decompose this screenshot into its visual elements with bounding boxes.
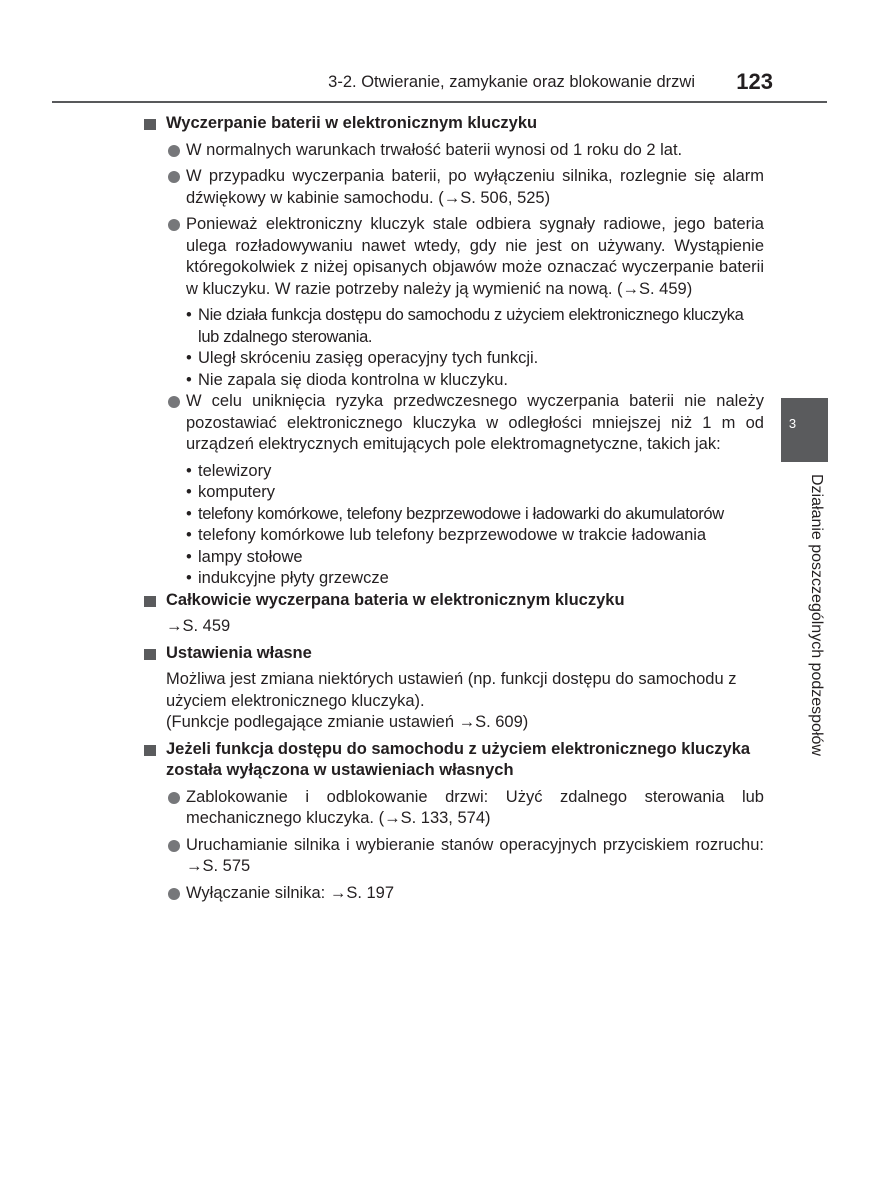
section-heading-custom: Ustawienia własne: [144, 643, 764, 665]
page-content: [144, 113, 764, 904]
bullet-battery-alarm: W przypadku wyczerpania baterii, po wyłączeniu silnika, rozlegnie się alarm dźwiękowy w kabinie samochodu. (→S. 506, 525): [144, 166, 764, 209]
section-heading-depleted: Całkowicie wyczerpana bateria w elektronicznym kluczyku: [144, 590, 764, 612]
chapter-tab: [781, 398, 828, 462]
device-item: • telefony komórkowe lub telefony bezprzewodowe w trakcie ładowania: [144, 525, 764, 547]
page-number: 123: [736, 69, 773, 94]
device-item: • lampy stołowe: [144, 547, 764, 569]
bullet-battery-avoid: W celu uniknięcia ryzyka przedwczesnego wyczerpania baterii nie należy pozostawiać elektronicznego kluczyka w odległości mniejszej niż 1 m od urządzeń elektrycznych emitujących pole elektromagnetyczne, takich jak:: [144, 391, 764, 456]
header-title: 3-2. Otwieranie, zamykanie oraz blokowanie drzwi: [328, 73, 695, 91]
header-rule: [52, 101, 827, 103]
device-item: • telefony komórkowe, telefony bezprzewodowe i ładowarki do akumulatorów: [144, 504, 764, 526]
bullet-lock-unlock: Zablokowanie i odblokowanie drzwi: Użyć zdalnego sterowania lub mechanicznego kluczyka. (→S. 133, 574): [144, 787, 764, 830]
section-heading-disabled: Jeżeli funkcja dostępu do samochodu z użyciem elektronicznego kluczyka została wyłączona w ustawieniach własnych: [144, 739, 764, 782]
bullet-battery-life: W normalnych warunkach trwałość baterii wynosi od 1 roku do 2 lat.: [144, 140, 764, 162]
symptom-item: • Nie działa funkcja dostępu do samochodu z użyciem elektronicznego kluczyka lub zdalnego sterowania.: [144, 305, 764, 348]
section-heading-battery: Wyczerpanie baterii w elektronicznym kluczyku: [144, 113, 764, 135]
page-reference: →S. 459: [166, 617, 231, 635]
custom-settings-text: Możliwa jest zmiana niektórych ustawień (np. funkcji dostępu do samochodu z użyciem elektronicznego kluczyka).: [166, 670, 737, 710]
device-item: • komputery: [144, 482, 764, 504]
bullet-battery-drain: Ponieważ elektroniczny kluczyk stale odbiera sygnały radiowe, jego bateria ulega rozładowywaniu nawet wtedy, gdy nie jest on używany. Wystąpienie któregokolwiek z niżej opisanych objawów może oznaczać wyczerpanie baterii w kluczyku. W razie potrzeby należy ją wymienić na nową. (→S. 459): [144, 214, 764, 300]
chapter-number: 3: [788, 416, 797, 431]
custom-settings-note: (Funkcje podlegające zmianie ustawień →S. 609): [166, 713, 529, 731]
symptom-item: • Nie zapala się dioda kontrolna w kluczyku.: [144, 370, 764, 392]
device-item: • telewizory: [144, 461, 764, 483]
device-item: • indukcyjne płyty grzewcze: [144, 568, 764, 590]
bullet-engine-stop: Wyłączanie silnika: →S. 197: [144, 883, 764, 905]
chapter-label: Działanie poszczególnych podzespołów: [808, 474, 825, 756]
bullet-engine-start: Uruchamianie silnika i wybieranie stanów operacyjnych przyciskiem rozruchu: →S. 575: [144, 835, 764, 878]
symptom-item: • Uległ skróceniu zasięg operacyjny tych funkcji.: [144, 348, 764, 370]
